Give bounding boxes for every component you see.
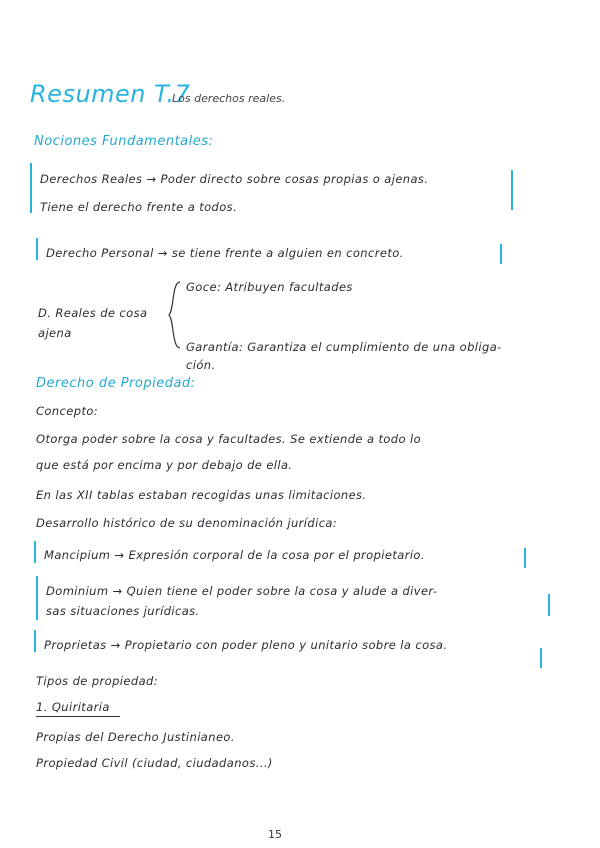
highlight-bar xyxy=(36,238,38,260)
note-line: Propiedad Civil (ciudad, ciudadanos...) xyxy=(36,756,273,770)
highlight-bar xyxy=(36,576,38,620)
highlight-bar xyxy=(34,630,36,652)
underline xyxy=(36,716,120,717)
note-line: Concepto: xyxy=(36,404,99,418)
note-line: Mancipium → Expresión corporal de la cosa por el propietario. xyxy=(44,548,425,562)
note-line: que está por encima y por debajo de ella. xyxy=(36,458,293,472)
subheading-quiritaria: 1. Quiritaria xyxy=(36,700,110,714)
note-line: Dominium → Quien tiene el poder sobre la cosa y alude a diver- xyxy=(46,584,438,598)
highlight-bar xyxy=(500,244,502,264)
note-line: Desarrollo histórico de su denominación jurídica: xyxy=(36,516,338,530)
section-heading-propiedad: Derecho de Propiedad: xyxy=(36,376,196,391)
page-subtitle: Los derechos reales. xyxy=(172,92,286,105)
note-line: En las XII tablas estaban recogidas unas limitaciones. xyxy=(36,488,367,502)
highlight-bar xyxy=(540,648,542,668)
highlight-bar xyxy=(511,170,513,210)
page-title: Resumen T.7 xyxy=(30,80,191,108)
note-line: D. Reales de cosa xyxy=(38,306,148,320)
note-line: Garantía: Garantiza el cumplimiento de una obliga- xyxy=(186,340,502,354)
note-line: ajena xyxy=(38,326,72,340)
note-line: Tipos de propiedad: xyxy=(36,674,158,688)
highlight-bar xyxy=(548,594,550,616)
highlight-bar xyxy=(30,163,32,213)
note-line: Otorga poder sobre la cosa y facultades. Se extiende a todo lo xyxy=(36,432,422,446)
section-heading-nociones: Nociones Fundamentales: xyxy=(34,134,214,149)
note-line: Derechos Reales → Poder directo sobre cosas propias o ajenas. xyxy=(40,172,429,186)
brace-icon xyxy=(168,280,182,350)
highlight-bar xyxy=(34,541,36,563)
note-line: Tiene el derecho frente a todos. xyxy=(40,200,238,214)
note-line: Propias del Derecho Justinianeo. xyxy=(36,730,235,744)
note-line: Goce: Atribuyen facultades xyxy=(186,280,353,294)
note-line: Derecho Personal → se tiene frente a alguien en concreto. xyxy=(46,246,404,260)
highlight-bar xyxy=(524,548,526,568)
page-number: 15 xyxy=(268,828,282,841)
note-line: Proprietas → Propietario con poder pleno y unitario sobre la cosa. xyxy=(44,638,448,652)
note-line: sas situaciones jurídicas. xyxy=(46,604,200,618)
note-line: ción. xyxy=(186,358,216,372)
